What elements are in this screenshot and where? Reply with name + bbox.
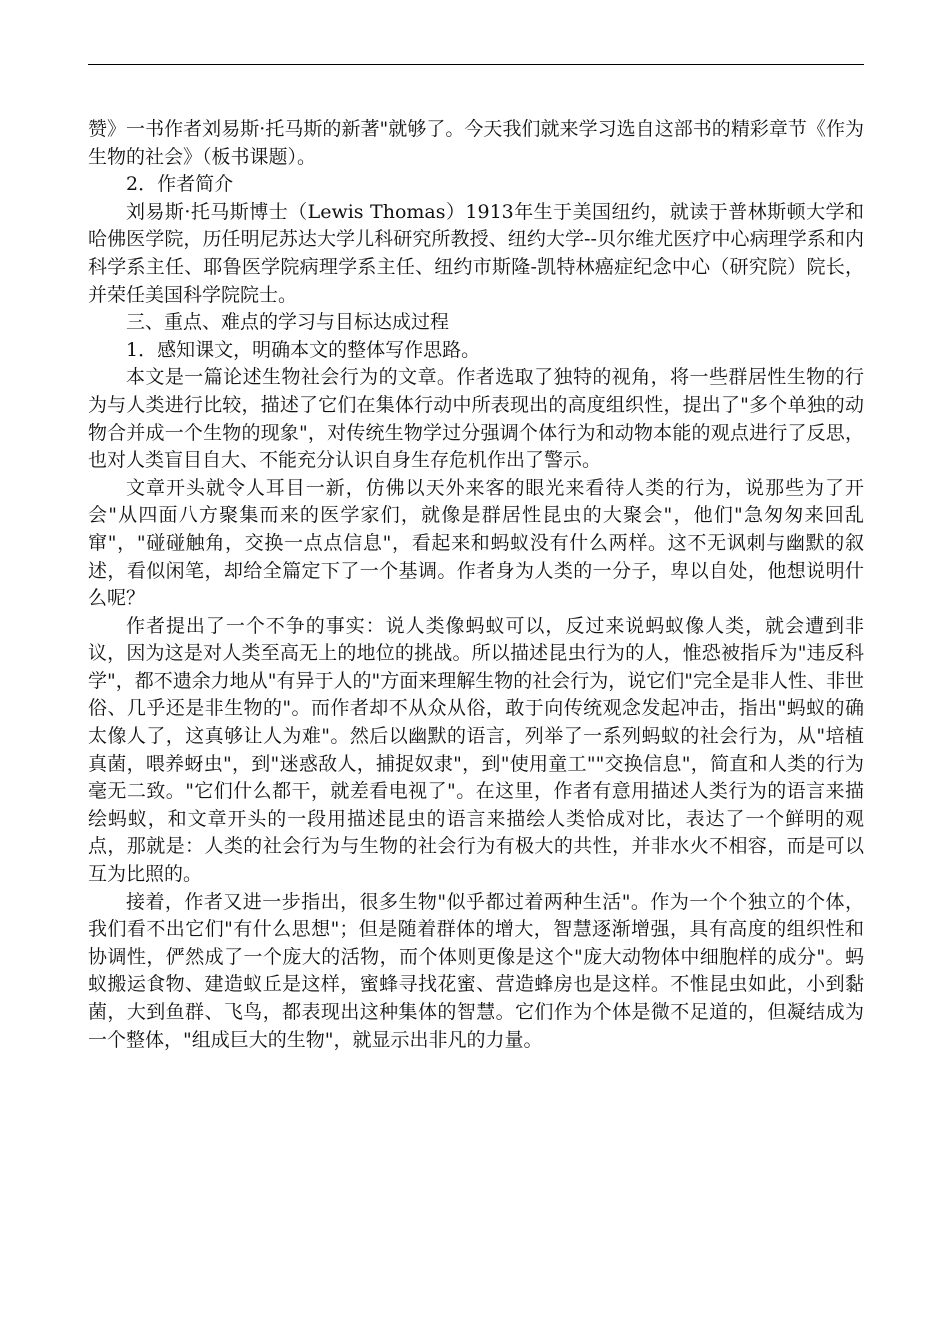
paragraph-overview: 本文是一篇论述生物社会行为的文章。作者选取了独特的视角，将一些群居性生物的行为与人类进行比较，描述了它们在集体行动中所表现出的高度组织性，提出了"多个单独的动物合并成一个生物的现象"，对传统生物学过分强调个体行为和动物本能的观点进行了反思，也对人类盲目自大、不能充分认识自身生存危机作出了警示。 xyxy=(88,366,864,472)
section-heading-key-points: 三、重点、难点的学习与目标达成过程 xyxy=(126,311,450,334)
paragraph-ants: 作者提出了一个不争的事实：说人类像蚂蚁可以，反过来说蚂蚁像人类，就会遭到非议，因为这是对人类至高无上的地位的挑战。所以描述昆虫行为的人，惟恐被指斥为"违反科学"，都不遗余力地从"有异于人的"方面来理解生物的社会行为，说它们"完全是非人性、非世俗、几乎还是非生物的"。而作者却不从众从俗，敢于向传统观念发起冲击，指出"蚂蚁的确太像人了，这真够让人为难"。然后以幽默的语言，列举了一系列蚂蚁的社会行为，从"培植真菌，喂养蚜虫"，到"迷惑敌人，捕捉奴隶"，到"使用童工""交换信息"，简直和人类的行为毫无二致。"它们什么都干，就差看电视了"。在这里，作者有意用描述人类行为的语言来描绘蚂蚁，和文章开头的一段用描述昆虫的语言来描绘人类恰成对比，表达了一个鲜明的观点，那就是：人类的社会行为与生物的社会行为有极大的共性，并非水火不相容，而是可以互为比照的。 xyxy=(88,614,864,886)
document-body xyxy=(88,116,864,1054)
paragraph-two-lives: 接着，作者又进一步指出，很多生物"似乎都过着两种生活"。作为一个个独立的个体，我们看不出它们"有什么思想"；但是随着群体的增大，智慧逐渐增强，具有高度的组织性和协调性，俨然成了一个庞大的活物，而个体则更像是这个"庞大动物体中细胞样的成分"。蚂蚁搬运食物、建造蚁丘是这样，蜜蜂寻找花蜜、营造蜂房也是这样。不惟昆虫如此，小到黏菌，大到鱼群、飞鸟，都表现出这种集体的智慧。它们作为个体是微不足道的，但凝结成为一个整体，"组成巨大的生物"，就显示出非凡的力量。 xyxy=(88,890,864,1051)
section-heading-author: 2．作者简介 xyxy=(126,173,234,196)
paragraph-opening: 文章开头就令人耳目一新，仿佛以天外来客的眼光来看待人类的行为，说那些为了开会"从四面八方聚集而来的医学家们，就像是群居性昆虫的大聚会"，他们"急匆匆来回乱窜"，"碰碰触角，交换一点点信息"，看起来和蚂蚁没有什么两样。这不无讽刺与幽默的叙述，看似闲笔，却给全篇定下了一个基调。作者身为人类的一分子，卑以自处，他想说明什么呢？ xyxy=(88,476,864,610)
header-rule xyxy=(88,64,864,65)
paragraph-author-bio: 刘易斯·托马斯博士（Lewis Thomas）1913年生于美国纽约，就读于普林斯顿大学和哈佛医学院，历任明尼苏达大学儿科研究所教授、纽约大学--贝尔维尤医疗中心病理学系和内科学系主任、耶鲁医学院病理学系主任、纽约市斯隆-凯特林癌症纪念中心（研究院）院长，并荣任美国科学院院士。 xyxy=(88,200,864,306)
paragraph-1: 赞》一书作者刘易斯·托马斯的新著"就够了。今天我们就来学习选自这部书的精彩章节《作为生物的社会》（板书课题）。 xyxy=(88,118,864,168)
subheading-perceive-text: 1．感知课文，明确本文的整体写作思路。 xyxy=(126,338,481,361)
